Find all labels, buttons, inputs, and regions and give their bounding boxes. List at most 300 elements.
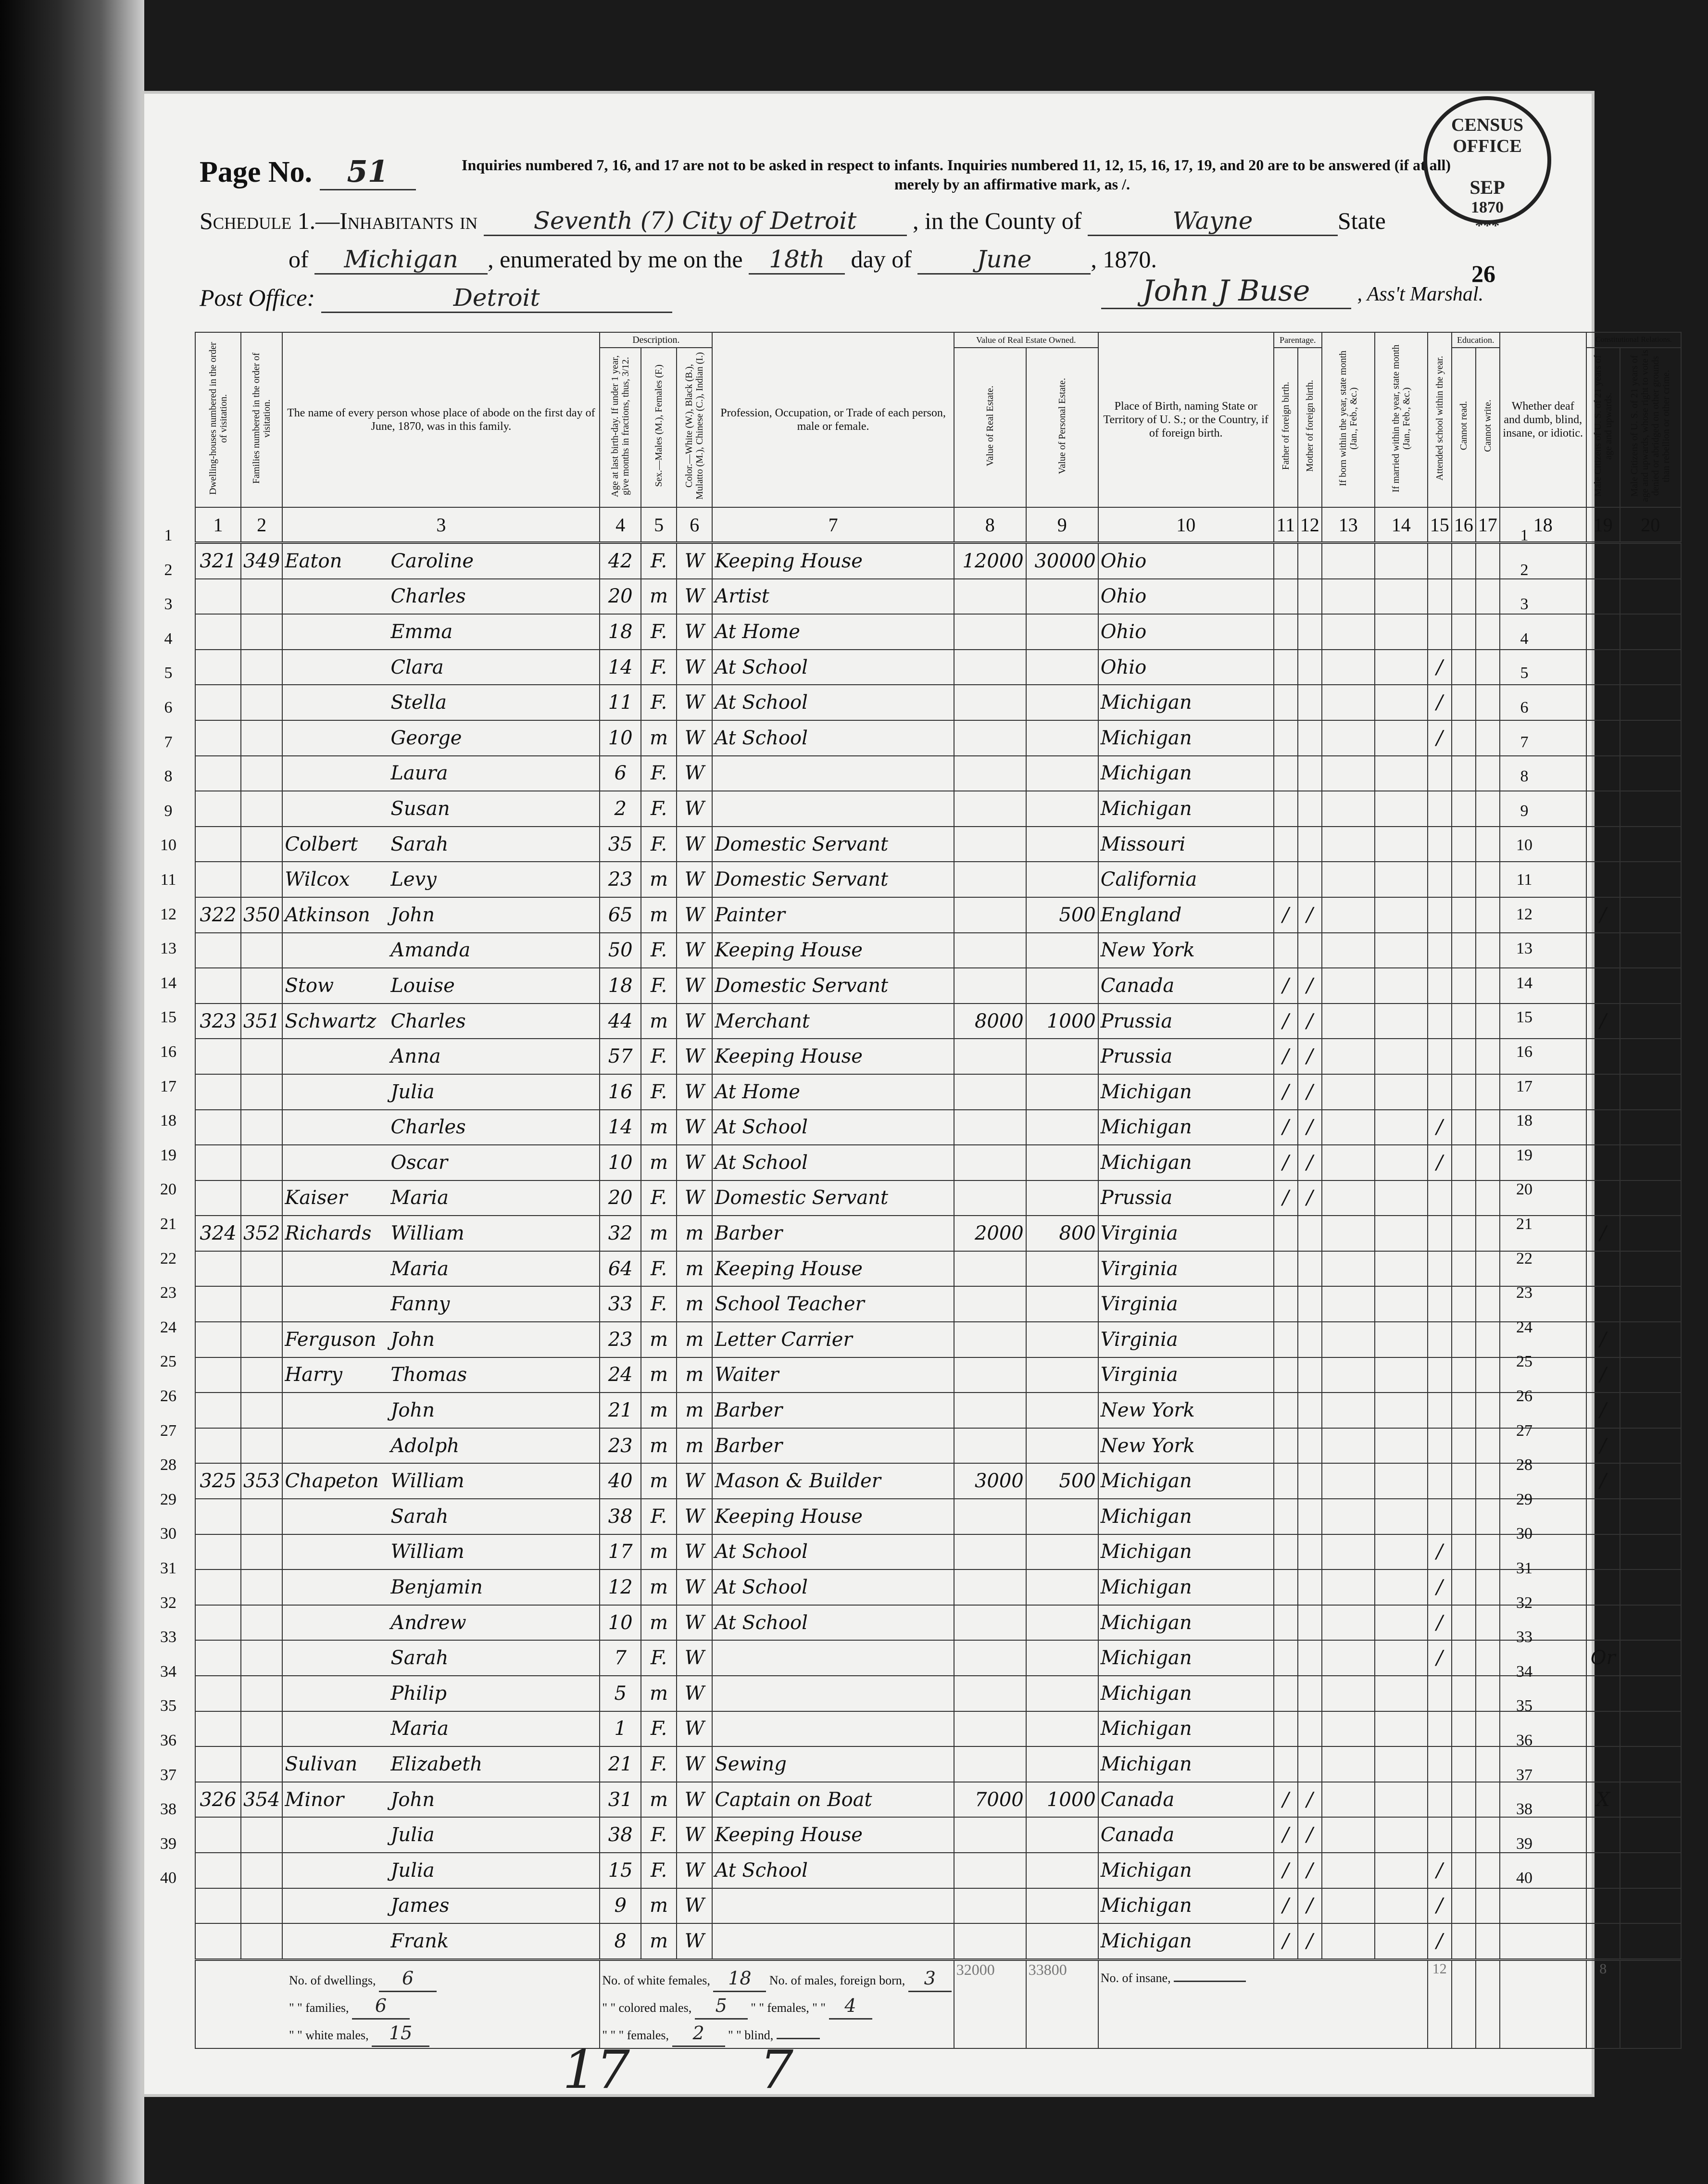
born-month-cell bbox=[1322, 1004, 1375, 1039]
born-month-cell bbox=[1322, 1216, 1375, 1251]
personal-estate-cell bbox=[1026, 756, 1098, 791]
cannot-write-cell bbox=[1476, 1676, 1500, 1711]
father-foreign-cell bbox=[1274, 756, 1298, 791]
male-citizen-cell bbox=[1586, 1676, 1620, 1711]
age-cell: 20 bbox=[600, 1180, 641, 1216]
row-number: 20 bbox=[1516, 1180, 1532, 1199]
father-foreign-cell bbox=[1274, 1428, 1298, 1464]
father-foreign-cell bbox=[1274, 1251, 1298, 1287]
dwelling-number bbox=[195, 1251, 241, 1287]
summary-insane: No. of insane, bbox=[1098, 1959, 1428, 2048]
table-row bbox=[195, 1782, 1681, 1818]
school-cell bbox=[1428, 1676, 1452, 1711]
family-number bbox=[241, 1923, 282, 1959]
description-header: Description. bbox=[600, 332, 712, 348]
occupation-cell: Artist bbox=[712, 579, 954, 615]
mother-foreign-cell bbox=[1298, 1286, 1322, 1322]
row-number: 32 bbox=[160, 1594, 176, 1612]
dwellings-count: 6 bbox=[379, 1966, 437, 1992]
personal-estate-cell bbox=[1026, 968, 1098, 1004]
school-cell bbox=[1428, 614, 1452, 650]
row-number: 17 bbox=[160, 1077, 176, 1095]
vote-denied-cell bbox=[1620, 1074, 1681, 1110]
col-occupation-header: Profession, Occupation, or Trade of each person, male or female. bbox=[712, 332, 954, 507]
dwelling-number bbox=[195, 1711, 241, 1747]
real-estate-cell bbox=[954, 968, 1026, 1004]
person-name bbox=[282, 897, 600, 933]
row-number: 11 bbox=[160, 871, 176, 889]
dwelling-number: 322 bbox=[195, 897, 241, 933]
age-cell: 10 bbox=[600, 1145, 641, 1180]
vote-denied-cell bbox=[1620, 756, 1681, 791]
school-cell bbox=[1428, 791, 1452, 827]
cannot-write-cell bbox=[1476, 1039, 1500, 1074]
row-number: 26 bbox=[1516, 1387, 1532, 1405]
age-cell: 8 bbox=[600, 1923, 641, 1959]
cannot-read-cell bbox=[1452, 650, 1476, 685]
table-row bbox=[195, 1004, 1681, 1039]
row-number: 13 bbox=[1516, 940, 1532, 958]
cannot-write-cell bbox=[1476, 756, 1500, 791]
cannot-read-cell bbox=[1452, 827, 1476, 862]
marshal-signature: John J Buse bbox=[1101, 274, 1351, 309]
given-name: Louise bbox=[390, 974, 455, 997]
dwelling-number bbox=[195, 1605, 241, 1641]
given-name: Maria bbox=[390, 1718, 449, 1740]
table-row bbox=[195, 1039, 1681, 1074]
sex-cell: F. bbox=[641, 1746, 677, 1782]
dwelling-number: 325 bbox=[195, 1463, 241, 1499]
sex-cell: m bbox=[641, 1357, 677, 1393]
occupation-cell: Keeping House bbox=[712, 1817, 954, 1853]
citizens-total: 8 bbox=[1586, 1959, 1620, 2048]
sex-cell: m bbox=[641, 1782, 677, 1818]
born-month-cell bbox=[1322, 827, 1375, 862]
school-cell bbox=[1428, 1180, 1452, 1216]
given-name: Oscar bbox=[390, 1151, 448, 1174]
cannot-read-cell bbox=[1452, 543, 1476, 579]
col-number: 12 bbox=[1298, 507, 1322, 543]
vote-denied-cell bbox=[1620, 650, 1681, 685]
male-citizen-cell bbox=[1586, 1499, 1620, 1534]
cannot-read-cell bbox=[1452, 1534, 1476, 1570]
personal-estate-cell bbox=[1026, 1746, 1098, 1782]
row-number: 37 bbox=[160, 1766, 176, 1784]
married-month-cell bbox=[1375, 1499, 1428, 1534]
real-estate-cell bbox=[954, 1534, 1026, 1570]
vote-denied-cell bbox=[1620, 1499, 1681, 1534]
personal-estate-cell bbox=[1026, 1286, 1098, 1322]
born-month-cell bbox=[1322, 897, 1375, 933]
age-cell: 14 bbox=[600, 650, 641, 685]
cannot-write-cell bbox=[1476, 650, 1500, 685]
school-cell bbox=[1428, 1357, 1452, 1393]
family-number bbox=[241, 579, 282, 615]
born-month-cell bbox=[1322, 756, 1375, 791]
age-cell: 2 bbox=[600, 791, 641, 827]
mother-foreign-cell: / bbox=[1298, 968, 1322, 1004]
table-row bbox=[195, 1605, 1681, 1641]
school-cell bbox=[1428, 1074, 1452, 1110]
given-name: Charles bbox=[390, 1010, 466, 1032]
cannot-read-cell bbox=[1452, 968, 1476, 1004]
sheet-number: 26 bbox=[1471, 260, 1495, 287]
row-number: 11 bbox=[1516, 871, 1532, 889]
occupation-cell: Painter bbox=[712, 897, 954, 933]
person-name bbox=[282, 1251, 600, 1287]
row-number: 1 bbox=[1520, 527, 1529, 544]
sex-cell: F. bbox=[641, 1251, 677, 1287]
person-name bbox=[282, 1357, 600, 1393]
family-number: 354 bbox=[241, 1782, 282, 1818]
father-foreign-cell: / bbox=[1274, 897, 1298, 933]
vote-denied-cell bbox=[1620, 1569, 1681, 1605]
color-cell: W bbox=[677, 1782, 712, 1818]
table-row bbox=[195, 720, 1681, 756]
col-disability-header: Whether deaf and dumb, blind, insane, or idiotic. bbox=[1500, 332, 1586, 507]
real-estate-cell bbox=[954, 1180, 1026, 1216]
school-cell bbox=[1428, 1746, 1452, 1782]
color-cell: W bbox=[677, 1463, 712, 1499]
row-number: 39 bbox=[160, 1834, 176, 1853]
person-name bbox=[282, 756, 600, 791]
real-estate-cell bbox=[954, 1640, 1026, 1676]
real-estate-cell bbox=[954, 1499, 1026, 1534]
born-month-cell bbox=[1322, 933, 1375, 968]
mother-foreign-cell bbox=[1298, 862, 1322, 897]
male-citizen-cell: / bbox=[1586, 1463, 1620, 1499]
father-foreign-cell bbox=[1274, 862, 1298, 897]
vote-denied-cell bbox=[1620, 1322, 1681, 1357]
school-cell: / bbox=[1428, 1569, 1452, 1605]
row-number: 19 bbox=[160, 1146, 176, 1164]
cannot-write-cell bbox=[1476, 1393, 1500, 1428]
vote-denied-cell bbox=[1620, 1676, 1681, 1711]
father-foreign-cell bbox=[1274, 1286, 1298, 1322]
row-number: 24 bbox=[1516, 1318, 1532, 1336]
married-month-cell bbox=[1375, 1534, 1428, 1570]
married-month-cell bbox=[1375, 1888, 1428, 1924]
vote-denied-cell bbox=[1620, 1746, 1681, 1782]
county-name: Wayne bbox=[1088, 207, 1338, 236]
given-name: Sarah bbox=[390, 1505, 449, 1528]
sex-cell: m bbox=[641, 1923, 677, 1959]
person-name bbox=[282, 1039, 600, 1074]
vote-denied-cell bbox=[1620, 1216, 1681, 1251]
birthplace-cell: Ohio bbox=[1098, 614, 1274, 650]
post-office-name: Detroit bbox=[321, 284, 672, 313]
cannot-read-cell bbox=[1452, 1039, 1476, 1074]
dwelling-number: 326 bbox=[195, 1782, 241, 1818]
age-cell: 10 bbox=[600, 1605, 641, 1641]
sex-cell: F. bbox=[641, 791, 677, 827]
real-estate-cell bbox=[954, 1357, 1026, 1393]
table-row bbox=[195, 685, 1681, 720]
personal-estate-cell bbox=[1026, 1711, 1098, 1747]
occupation-cell: Keeping House bbox=[712, 543, 954, 579]
cannot-write-cell bbox=[1476, 1711, 1500, 1747]
occupation-cell: At School bbox=[712, 720, 954, 756]
age-cell: 20 bbox=[600, 579, 641, 615]
state-date-line: of Michigan , enumerated by me on the 18th day of June , 1870. bbox=[289, 245, 1157, 275]
school-cell: / bbox=[1428, 1888, 1452, 1924]
vote-denied-cell bbox=[1620, 1428, 1681, 1464]
col-number: 2 bbox=[241, 507, 282, 543]
cannot-read-cell bbox=[1452, 756, 1476, 791]
person-name bbox=[282, 685, 600, 720]
father-foreign-cell: / bbox=[1274, 1817, 1298, 1853]
row-number: 6 bbox=[164, 699, 173, 716]
real-estate-cell: 12000 bbox=[954, 543, 1026, 579]
dwelling-number: 324 bbox=[195, 1216, 241, 1251]
color-cell: W bbox=[677, 1110, 712, 1145]
dwelling-number bbox=[195, 685, 241, 720]
row-number: 23 bbox=[1516, 1284, 1532, 1302]
white-females-count: 18 bbox=[713, 1966, 766, 1992]
occupation-cell: Mason & Builder bbox=[712, 1463, 954, 1499]
row-number: 35 bbox=[160, 1697, 176, 1715]
col-name-header: The name of every person whose place of abode on the first day of June, 1870, was in this family. bbox=[282, 332, 600, 507]
school-cell bbox=[1428, 1216, 1452, 1251]
birthplace-cell: Michigan bbox=[1098, 1853, 1274, 1888]
married-month-cell bbox=[1375, 862, 1428, 897]
color-cell: m bbox=[677, 1322, 712, 1357]
birthplace-cell: Missouri bbox=[1098, 827, 1274, 862]
row-number: 19 bbox=[1516, 1146, 1532, 1164]
male-citizen-cell bbox=[1586, 1888, 1620, 1924]
col-sex-header: Sex.—Males (M.), Females (F.) bbox=[641, 348, 677, 507]
cannot-read-cell bbox=[1452, 933, 1476, 968]
cannot-read-cell bbox=[1452, 1782, 1476, 1818]
age-cell: 50 bbox=[600, 933, 641, 968]
sex-cell: F. bbox=[641, 1817, 677, 1853]
row-number: 20 bbox=[160, 1180, 176, 1199]
school-cell: / bbox=[1428, 1110, 1452, 1145]
vote-denied-cell bbox=[1620, 862, 1681, 897]
born-month-cell bbox=[1322, 1251, 1375, 1287]
school-cell: / bbox=[1428, 1853, 1452, 1888]
birthplace-cell: Michigan bbox=[1098, 1888, 1274, 1924]
family-number: 350 bbox=[241, 897, 282, 933]
sex-cell: m bbox=[641, 1216, 677, 1251]
mother-foreign-cell bbox=[1298, 1251, 1322, 1287]
born-month-cell bbox=[1322, 1180, 1375, 1216]
row-number: 29 bbox=[160, 1490, 176, 1508]
occupation-cell: Barber bbox=[712, 1428, 954, 1464]
occupation-cell: At School bbox=[712, 1110, 954, 1145]
personal-estate-cell bbox=[1026, 1853, 1098, 1888]
mother-foreign-cell bbox=[1298, 543, 1322, 579]
male-citizen-cell: / bbox=[1586, 1216, 1620, 1251]
color-cell: W bbox=[677, 1145, 712, 1180]
real-estate-cell bbox=[954, 685, 1026, 720]
cannot-write-cell bbox=[1476, 1322, 1500, 1357]
vote-denied-cell bbox=[1620, 1180, 1681, 1216]
age-cell: 40 bbox=[600, 1463, 641, 1499]
row-number: 12 bbox=[1516, 905, 1532, 923]
family-number bbox=[241, 968, 282, 1004]
family-number bbox=[241, 1322, 282, 1357]
col-color-header: Color.—White (W.), Black (B.), Mulatto (M.), Chinese (C.), Indian (I.) bbox=[677, 348, 712, 507]
born-month-cell bbox=[1322, 1923, 1375, 1959]
birthplace-cell: Michigan bbox=[1098, 1746, 1274, 1782]
cannot-read-cell bbox=[1452, 720, 1476, 756]
cannot-read-cell bbox=[1452, 579, 1476, 615]
age-cell: 18 bbox=[600, 968, 641, 1004]
row-number: 4 bbox=[164, 629, 173, 648]
cannot-write-cell bbox=[1476, 579, 1500, 615]
cannot-write-cell bbox=[1476, 1074, 1500, 1110]
person-name bbox=[282, 1004, 600, 1039]
marshal-line: John J Buse , Ass't Marshal. bbox=[1101, 274, 1483, 309]
given-name: Fanny bbox=[390, 1293, 450, 1316]
father-foreign-cell bbox=[1274, 1357, 1298, 1393]
cannot-write-cell bbox=[1476, 1216, 1500, 1251]
given-name: Maria bbox=[390, 1187, 449, 1209]
school-cell bbox=[1428, 1286, 1452, 1322]
personal-estate-cell bbox=[1026, 1074, 1098, 1110]
school-cell bbox=[1428, 1004, 1452, 1039]
inquiry-note-line2: merely by an affirmative mark, as /. bbox=[894, 176, 1130, 193]
sex-cell: F. bbox=[641, 968, 677, 1004]
table-row bbox=[195, 862, 1681, 897]
row-number: 9 bbox=[1520, 802, 1529, 820]
age-cell: 38 bbox=[600, 1499, 641, 1534]
mother-foreign-cell bbox=[1298, 1463, 1322, 1499]
person-name bbox=[282, 1428, 600, 1464]
cannot-read-cell bbox=[1452, 1322, 1476, 1357]
male-citizen-cell: / bbox=[1586, 1357, 1620, 1393]
birthplace-cell: Michigan bbox=[1098, 685, 1274, 720]
married-month-cell bbox=[1375, 1782, 1428, 1818]
married-month-cell bbox=[1375, 1251, 1428, 1287]
father-foreign-cell bbox=[1274, 1746, 1298, 1782]
dwelling-number bbox=[195, 933, 241, 968]
color-cell: W bbox=[677, 1888, 712, 1924]
cannot-write-cell bbox=[1476, 720, 1500, 756]
family-number bbox=[241, 1357, 282, 1393]
vote-denied-cell bbox=[1620, 1286, 1681, 1322]
cannot-write-cell bbox=[1476, 1782, 1500, 1818]
person-name bbox=[282, 1463, 600, 1499]
male-citizen-cell bbox=[1586, 862, 1620, 897]
occupation-cell: At School bbox=[712, 685, 954, 720]
age-cell: 18 bbox=[600, 614, 641, 650]
father-foreign-cell: / bbox=[1274, 1039, 1298, 1074]
surname: Kaiser bbox=[285, 1187, 348, 1209]
male-citizen-cell bbox=[1586, 579, 1620, 615]
real-estate-cell bbox=[954, 1888, 1026, 1924]
person-name bbox=[282, 1534, 600, 1570]
cannot-read-cell bbox=[1452, 1569, 1476, 1605]
table-row bbox=[195, 1393, 1681, 1428]
surname: Eaton bbox=[285, 550, 342, 572]
school-cell bbox=[1428, 1711, 1452, 1747]
mother-foreign-cell bbox=[1298, 1393, 1322, 1428]
cannot-read-cell bbox=[1452, 1853, 1476, 1888]
birthplace-cell: New York bbox=[1098, 1428, 1274, 1464]
married-month-cell bbox=[1375, 1923, 1428, 1959]
father-foreign-cell bbox=[1274, 1216, 1298, 1251]
real-estate-cell bbox=[954, 1286, 1026, 1322]
table-row bbox=[195, 1853, 1681, 1888]
birthplace-cell: New York bbox=[1098, 933, 1274, 968]
col-mother-foreign-header: Mother of foreign birth. bbox=[1298, 348, 1322, 507]
person-name bbox=[282, 1923, 600, 1959]
school-cell bbox=[1428, 1428, 1452, 1464]
family-number bbox=[241, 1746, 282, 1782]
color-cell: W bbox=[677, 1039, 712, 1074]
mother-foreign-cell bbox=[1298, 1676, 1322, 1711]
disability-cell bbox=[1500, 1923, 1586, 1959]
color-cell: m bbox=[677, 1286, 712, 1322]
person-name bbox=[282, 968, 600, 1004]
personal-estate-cell bbox=[1026, 1357, 1098, 1393]
family-number bbox=[241, 1428, 282, 1464]
mother-foreign-cell bbox=[1298, 685, 1322, 720]
col-birthplace-header: Place of Birth, naming State or Territory of U. S.; or the Country, if of foreign birth. bbox=[1098, 332, 1274, 507]
cannot-read-cell bbox=[1452, 614, 1476, 650]
surname: Colbert bbox=[285, 833, 358, 855]
birthplace-cell: Prussia bbox=[1098, 1180, 1274, 1216]
mother-foreign-cell bbox=[1298, 933, 1322, 968]
table-row bbox=[195, 650, 1681, 685]
person-name bbox=[282, 543, 600, 579]
table-row bbox=[195, 827, 1681, 862]
family-number bbox=[241, 1039, 282, 1074]
col-number: 16 bbox=[1452, 507, 1476, 543]
real-estate-cell bbox=[954, 827, 1026, 862]
mother-foreign-cell bbox=[1298, 579, 1322, 615]
school-cell bbox=[1428, 1463, 1452, 1499]
school-cell bbox=[1428, 1322, 1452, 1357]
school-cell bbox=[1428, 1251, 1452, 1287]
family-number bbox=[241, 1180, 282, 1216]
school-cell bbox=[1428, 1039, 1452, 1074]
sex-cell: m bbox=[641, 1569, 677, 1605]
personal-estate-cell bbox=[1026, 1569, 1098, 1605]
row-number: 34 bbox=[160, 1662, 176, 1681]
born-month-cell bbox=[1322, 1746, 1375, 1782]
married-month-cell bbox=[1375, 614, 1428, 650]
cannot-read-cell bbox=[1452, 1251, 1476, 1287]
row-number: 30 bbox=[1516, 1525, 1532, 1543]
row-number: 29 bbox=[1516, 1490, 1532, 1508]
married-month-cell bbox=[1375, 827, 1428, 862]
school-cell bbox=[1428, 897, 1452, 933]
male-citizen-cell bbox=[1586, 827, 1620, 862]
born-month-cell bbox=[1322, 862, 1375, 897]
col-number: 15 bbox=[1428, 507, 1452, 543]
given-name: Adolph bbox=[390, 1434, 460, 1457]
table-row bbox=[195, 1463, 1681, 1499]
color-cell: W bbox=[677, 1676, 712, 1711]
family-number bbox=[241, 1286, 282, 1322]
male-citizen-cell bbox=[1586, 1853, 1620, 1888]
personal-estate-cell bbox=[1026, 933, 1098, 968]
mother-foreign-cell bbox=[1298, 1357, 1322, 1393]
person-name bbox=[282, 1640, 600, 1676]
family-number bbox=[241, 1640, 282, 1676]
real-estate-cell: 7000 bbox=[954, 1782, 1026, 1818]
census-table bbox=[195, 332, 1682, 2049]
real-estate-cell bbox=[954, 1039, 1026, 1074]
foreign-males-count: 3 bbox=[908, 1966, 952, 1992]
color-cell: W bbox=[677, 650, 712, 685]
father-foreign-cell bbox=[1274, 1569, 1298, 1605]
given-name: Julia bbox=[390, 1859, 435, 1882]
person-name bbox=[282, 1605, 600, 1641]
